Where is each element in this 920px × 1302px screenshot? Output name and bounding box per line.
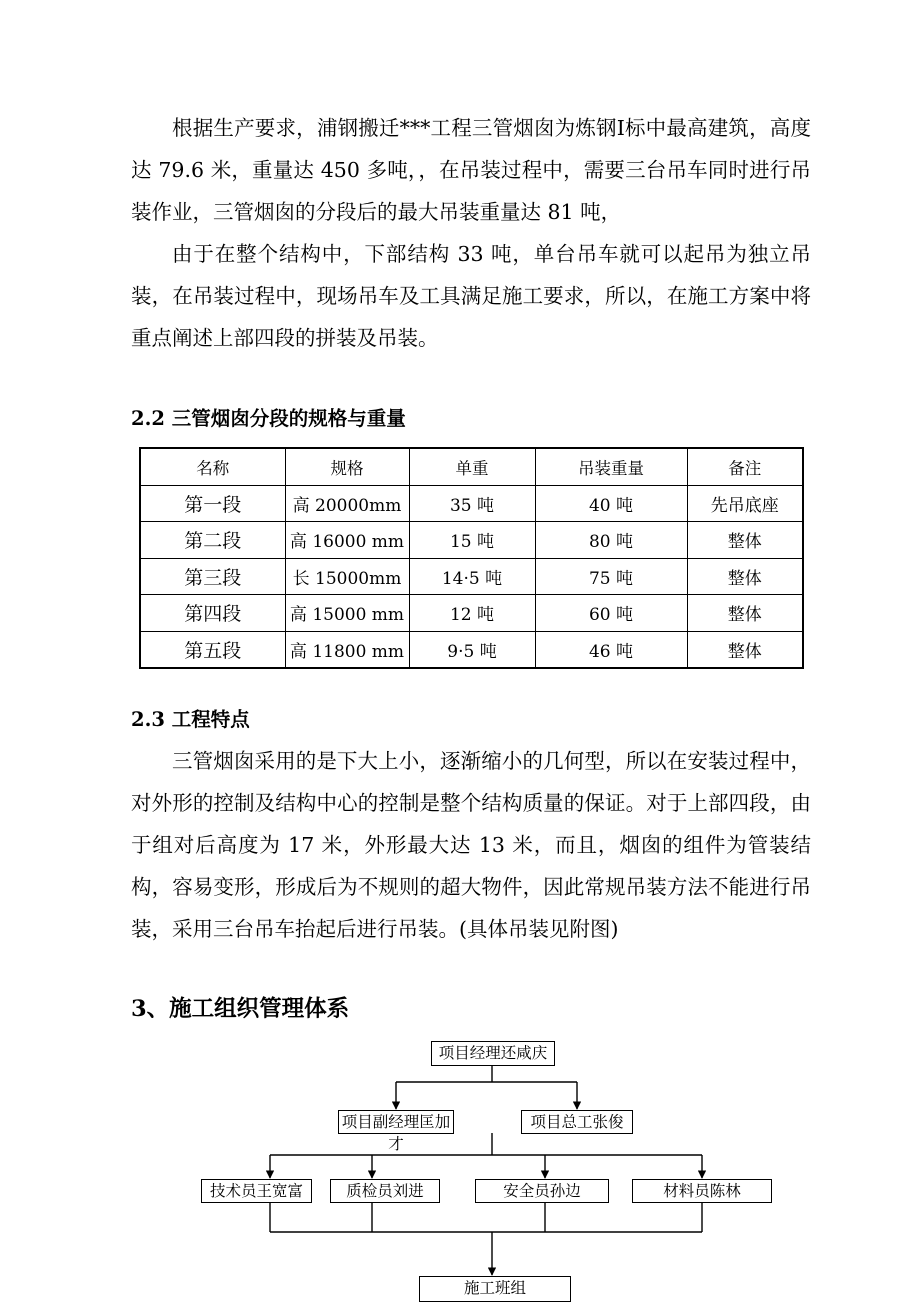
table-cell: 40 吨 bbox=[535, 485, 687, 522]
section-3-heading: 3、施工组织管理体系 bbox=[131, 996, 350, 1022]
header-cell: 名称 bbox=[140, 448, 285, 485]
table-cell: 先吊底座 bbox=[687, 485, 803, 522]
table-cell: 高 11800 mm bbox=[285, 631, 409, 668]
section-2-3-heading: 2.3 工程特点 bbox=[131, 708, 250, 731]
table-cell: 14·5 吨 bbox=[409, 558, 535, 595]
intro-paragraph-1: 根据生产要求，浦钢搬迁***工程三管烟囱为炼钢Ⅰ标中最高建筑，高度达 79.6 米，重量达 450 多吨，，在吊装过程中，需要三台吊车同时进行吊装作业，三管烟囱的分段后的最大吊装重量达 81 吨， bbox=[131, 116, 811, 224]
table-cell: 第二段 bbox=[140, 522, 285, 559]
org-box-deputy-manager: 项目副经理匡加才 bbox=[338, 1110, 454, 1134]
table-cell: 高 20000mm bbox=[285, 485, 409, 522]
table-cell: 46 吨 bbox=[535, 631, 687, 668]
header-cell: 单重 bbox=[409, 448, 535, 485]
table-cell: 第四段 bbox=[140, 595, 285, 632]
table-cell: 第一段 bbox=[140, 485, 285, 522]
table-cell: 整体 bbox=[687, 522, 803, 559]
table-cell: 高 15000 mm bbox=[285, 595, 409, 632]
table-cell: 80 吨 bbox=[535, 522, 687, 559]
table-cell: 整体 bbox=[687, 631, 803, 668]
org-box-technician: 技术员王宽富 bbox=[201, 1179, 312, 1203]
table-cell: 长 15000mm bbox=[285, 558, 409, 595]
intro-paragraph-2: 由于在整个结构中，下部结构 33 吨，单台吊车就可以起吊为独立吊装，在吊装过程中，现场吊车及工具满足施工要求，所以，在施工方案中将重点阐述上部四段的拼装及吊装。 bbox=[131, 242, 811, 350]
org-box-safety-officer: 安全员孙边 bbox=[475, 1179, 609, 1203]
table-cell: 整体 bbox=[687, 558, 803, 595]
section-2-2-heading: 2.2 三管烟囱分段的规格与重量 bbox=[131, 407, 406, 430]
org-box-chief-engineer: 项目总工张俊 bbox=[521, 1110, 633, 1134]
table-cell: 高 16000 mm bbox=[285, 522, 409, 559]
section-2-3-paragraph: 三管烟囱采用的是下大上小，逐渐缩小的几何型，所以在安装过程中，对外形的控制及结构中心的控制是整个结构质量的保证。对于上部四段，由于组对后高度为 17 米，外形最大达 13 米，而且，烟囱的组件为管装结构，容易变形，形成后为不规则的超大物件，因此常规吊装方法不能进行吊装，采用三台吊车抬起后进行吊装。(具体吊装见附图) bbox=[131, 749, 811, 941]
table-cell: 12 吨 bbox=[409, 595, 535, 632]
table-cell: 第五段 bbox=[140, 631, 285, 668]
org-box-construction-team: 施工班组 bbox=[419, 1276, 571, 1302]
table-cell: 75 吨 bbox=[535, 558, 687, 595]
header-cell: 吊装重量 bbox=[535, 448, 687, 485]
table-cell: 60 吨 bbox=[535, 595, 687, 632]
table-cell: 第三段 bbox=[140, 558, 285, 595]
header-cell: 备注 bbox=[687, 448, 803, 485]
table-cell: 15 吨 bbox=[409, 522, 535, 559]
table-cell: 35 吨 bbox=[409, 485, 535, 522]
org-box-quality-inspector: 质检员刘进 bbox=[330, 1179, 440, 1203]
org-box-project-manager: 项目经理还咸庆 bbox=[431, 1041, 555, 1066]
org-box-material-officer: 材料员陈林 bbox=[632, 1179, 772, 1203]
table-cell: 9·5 吨 bbox=[409, 631, 535, 668]
header-cell: 规格 bbox=[285, 448, 409, 485]
table-cell: 整体 bbox=[687, 595, 803, 632]
